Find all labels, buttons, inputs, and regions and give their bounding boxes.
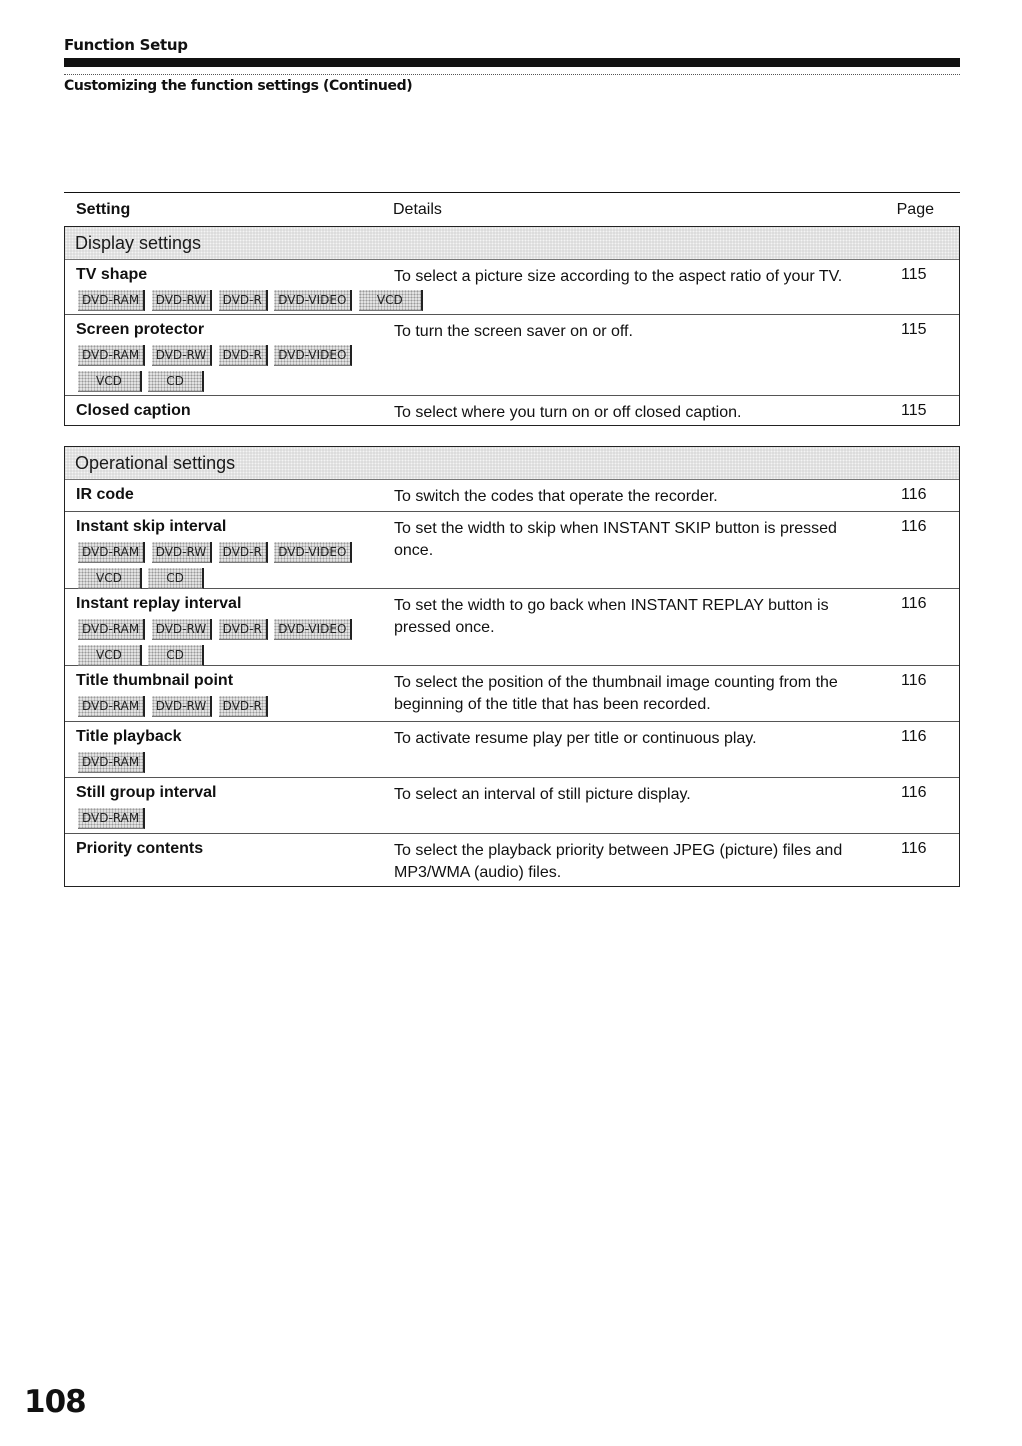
vcd-icon: VCD [78,645,142,666]
disc-icons [78,619,408,671]
cd-icon: CD [148,568,204,589]
header-subtitle: Customizing the function settings (Continued) [64,78,413,94]
page-ref: 116 [901,728,927,745]
setting-details: To set the width to skip when INSTANT SKIP button is pressed once. [394,520,837,559]
dvd-ram-icon: DVD-RAM [78,542,145,563]
disc-icons [78,696,408,722]
table-row [65,396,959,425]
setting-details: To switch the codes that operate the recorder. [394,488,718,505]
setting-details: To select where you turn on or off closed caption. [394,404,742,421]
setting-name: TV shape [76,266,148,283]
page-ref: 116 [901,840,927,857]
vcd-icon: VCD [359,290,423,311]
display-settings-section [64,226,960,426]
setting-details: To select the position of the thumbnail image counting from the beginning of the title that has been recorded. [394,674,838,713]
dvd-r-icon: DVD-R [219,542,268,563]
table-row [65,315,959,396]
setting-name: Title playback [76,728,182,745]
section-band [65,227,959,260]
page-ref: 116 [901,672,927,689]
operational-settings-section [64,446,960,887]
page-ref: 116 [901,595,927,612]
section-title: Operational settings [75,453,236,473]
page-ref: 115 [901,402,927,419]
dvd-ram-icon: DVD-RAM [78,290,145,311]
table-row [65,512,959,589]
setting-name: Instant skip interval [76,518,227,535]
page-ref: 115 [901,321,927,338]
header-bar [64,58,960,67]
header-divider [64,74,960,75]
setting-name: Still group interval [76,784,217,801]
table-row [65,834,959,886]
dvd-r-icon: DVD-R [219,290,268,311]
setting-name: Title thumbnail point [76,672,234,689]
setting-details: To set the width to go back when INSTANT REPLAY button is pressed once. [394,597,829,636]
setting-name: Instant replay interval [76,595,242,612]
dvd-ram-icon: DVD-RAM [78,619,145,640]
dvd-video-icon: DVD-VIDEO [274,345,352,366]
setting-name: IR code [76,486,134,503]
table-row [65,666,959,722]
disc-icons [78,752,408,778]
vcd-icon: VCD [78,568,142,589]
table-row [65,260,959,315]
setting-details: To activate resume play per title or continuous play. [394,730,757,747]
disc-icons [78,290,408,316]
setting-details: To select a picture size according to the aspect ratio of your TV. [394,268,843,285]
table-column-header [64,192,960,227]
table-row [65,589,959,666]
dvd-video-icon: DVD-VIDEO [274,619,352,640]
dvd-r-icon: DVD-R [219,619,268,640]
dvd-r-icon: DVD-R [219,345,268,366]
setting-name: Screen protector [76,321,205,338]
disc-icons [78,542,408,594]
dvd-ram-icon: DVD-RAM [78,752,145,773]
dvd-ram-icon: DVD-RAM [78,696,145,717]
page-ref: 116 [901,518,927,535]
setting-details: To select the playback priority between JPEG (picture) files and MP3/WMA (audio) files. [394,842,843,881]
setting-name: Priority contents [76,840,204,857]
column-details-label: Details [393,201,442,218]
table-row [65,778,959,834]
dvd-ram-icon: DVD-RAM [78,808,145,829]
column-setting-label: Setting [76,201,131,218]
setting-name: Closed caption [76,402,191,419]
dvd-rw-icon: DVD-RW [152,345,213,366]
section-title: Display settings [75,233,202,253]
section-band [65,447,959,480]
setting-details: To select an interval of still picture display. [394,786,691,803]
disc-icons [78,808,408,834]
page-ref: 115 [901,266,927,283]
page-ref: 116 [901,784,927,801]
dvd-rw-icon: DVD-RW [152,290,213,311]
cd-icon: CD [148,645,204,666]
disc-icons [78,345,408,397]
setting-details: To turn the screen saver on or off. [394,323,633,340]
page-ref: 116 [901,486,927,503]
dvd-video-icon: DVD-VIDEO [274,290,352,311]
dvd-rw-icon: DVD-RW [152,619,213,640]
table-row [65,480,959,512]
page-number: 108 [24,1384,86,1420]
dvd-r-icon: DVD-R [219,696,268,717]
table-row [65,722,959,778]
dvd-video-icon: DVD-VIDEO [274,542,352,563]
dvd-ram-icon: DVD-RAM [78,345,145,366]
dvd-rw-icon: DVD-RW [152,696,213,717]
column-page-label: Page [896,201,934,218]
vcd-icon: VCD [78,371,142,392]
header-title: Function Setup [64,36,188,54]
cd-icon: CD [148,371,204,392]
dvd-rw-icon: DVD-RW [152,542,213,563]
